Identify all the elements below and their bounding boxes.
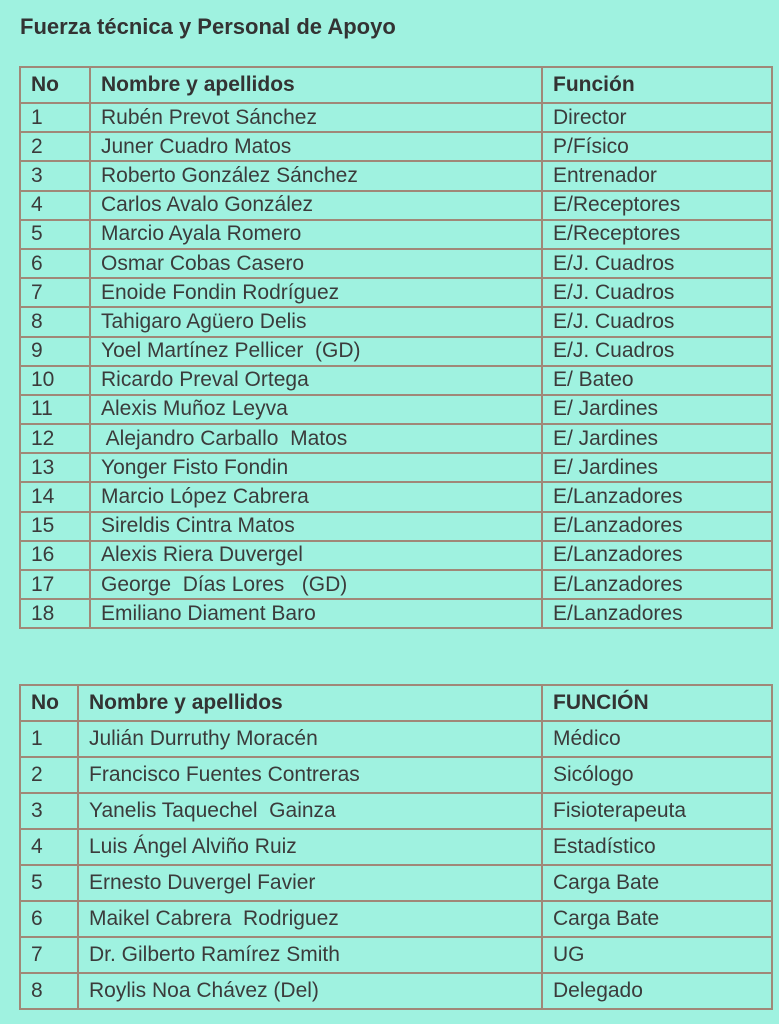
- table-row: [20, 220, 772, 249]
- cell-name: Alexis Muñoz Leyva: [90, 395, 542, 424]
- header-function: FUNCIÓN: [542, 685, 772, 721]
- cell-function: E/Lanzadores: [542, 570, 772, 599]
- cell-name: Dr. Gilberto Ramírez Smith: [78, 937, 542, 973]
- table-row: [20, 249, 772, 278]
- cell-function: E/J. Cuadros: [542, 249, 772, 278]
- cell-name: Alejandro Carballo Matos: [90, 424, 542, 453]
- cell-no: 1: [20, 721, 78, 757]
- table-header-row: [20, 67, 772, 103]
- cell-name: Enoide Fondin Rodríguez: [90, 278, 542, 307]
- cell-function: E/J. Cuadros: [542, 307, 772, 336]
- cell-no: 2: [20, 757, 78, 793]
- cell-name: Carlos Avalo González: [90, 191, 542, 220]
- table-row: [20, 395, 772, 424]
- cell-name: Tahigaro Agüero Delis: [90, 307, 542, 336]
- cell-function: E/ Bateo: [542, 366, 772, 395]
- table-header-row: [20, 685, 772, 721]
- table-row: [20, 570, 772, 599]
- cell-function: Fisioterapeuta: [542, 793, 772, 829]
- cell-function: Carga Bate: [542, 901, 772, 937]
- table-row: [20, 865, 772, 901]
- cell-no: 8: [20, 973, 78, 1009]
- table-row: [20, 103, 772, 132]
- header-no: No: [20, 67, 90, 103]
- cell-name: Yanelis Taquechel Gainza: [78, 793, 542, 829]
- cell-function: P/Físico: [542, 132, 772, 161]
- cell-function: E/ Jardines: [542, 453, 772, 482]
- cell-name: Ernesto Duvergel Favier: [78, 865, 542, 901]
- cell-function: E/Lanzadores: [542, 512, 772, 541]
- cell-name: Roylis Noa Chávez (Del): [78, 973, 542, 1009]
- cell-no: 12: [20, 424, 90, 453]
- table-row: [20, 829, 772, 865]
- cell-name: Alexis Riera Duvergel: [90, 541, 542, 570]
- cell-name: Roberto González Sánchez: [90, 161, 542, 190]
- header-no: No: [20, 685, 78, 721]
- support-staff-table: [19, 684, 773, 1010]
- cell-name: Marcio López Cabrera: [90, 482, 542, 511]
- cell-name: Julián Durruthy Moracén: [78, 721, 542, 757]
- table-row: [20, 937, 772, 973]
- cell-function: Director: [542, 103, 772, 132]
- cell-name: Maikel Cabrera Rodriguez: [78, 901, 542, 937]
- cell-no: 18: [20, 599, 90, 628]
- cell-function: E/ Jardines: [542, 395, 772, 424]
- cell-no: 13: [20, 453, 90, 482]
- table-row: [20, 191, 772, 220]
- cell-name: Yonger Fisto Fondin: [90, 453, 542, 482]
- cell-no: 5: [20, 220, 90, 249]
- table-row: [20, 541, 772, 570]
- cell-function: E/Lanzadores: [542, 541, 772, 570]
- cell-name: Rubén Prevot Sánchez: [90, 103, 542, 132]
- cell-function: E/ Jardines: [542, 424, 772, 453]
- cell-function: E/Lanzadores: [542, 599, 772, 628]
- table-row: [20, 901, 772, 937]
- cell-no: 1: [20, 103, 90, 132]
- table-row: [20, 482, 772, 511]
- cell-no: 3: [20, 793, 78, 829]
- table-row: [20, 424, 772, 453]
- cell-no: 2: [20, 132, 90, 161]
- cell-name: Sireldis Cintra Matos: [90, 512, 542, 541]
- table-row: [20, 512, 772, 541]
- table-row: [20, 366, 772, 395]
- cell-function: UG: [542, 937, 772, 973]
- table-row: [20, 278, 772, 307]
- table-row: [20, 337, 772, 366]
- cell-name: Yoel Martínez Pellicer (GD): [90, 337, 542, 366]
- page-title: Fuerza técnica y Personal de Apoyo: [20, 14, 396, 39]
- header-name: Nombre y apellidos: [78, 685, 542, 721]
- cell-function: E/Lanzadores: [542, 482, 772, 511]
- table-row: [20, 599, 772, 628]
- cell-function: Médico: [542, 721, 772, 757]
- cell-no: 9: [20, 337, 90, 366]
- cell-no: 16: [20, 541, 90, 570]
- cell-function: E/J. Cuadros: [542, 337, 772, 366]
- cell-no: 10: [20, 366, 90, 395]
- cell-no: 5: [20, 865, 78, 901]
- table-row: [20, 307, 772, 336]
- cell-function: E/Receptores: [542, 191, 772, 220]
- table-row: [20, 793, 772, 829]
- cell-no: 17: [20, 570, 90, 599]
- cell-function: E/J. Cuadros: [542, 278, 772, 307]
- cell-no: 3: [20, 161, 90, 190]
- cell-no: 11: [20, 395, 90, 424]
- header-name: Nombre y apellidos: [90, 67, 542, 103]
- cell-name: Luis Ángel Alviño Ruiz: [78, 829, 542, 865]
- table-row: [20, 721, 772, 757]
- cell-name: Emiliano Diament Baro: [90, 599, 542, 628]
- table-row: [20, 757, 772, 793]
- cell-name: Marcio Ayala Romero: [90, 220, 542, 249]
- cell-name: Francisco Fuentes Contreras: [78, 757, 542, 793]
- cell-no: 6: [20, 901, 78, 937]
- cell-no: 7: [20, 278, 90, 307]
- cell-no: 4: [20, 191, 90, 220]
- table-row: [20, 973, 772, 1009]
- cell-name: Osmar Cobas Casero: [90, 249, 542, 278]
- cell-function: Delegado: [542, 973, 772, 1009]
- cell-no: 6: [20, 249, 90, 278]
- cell-function: Sicólogo: [542, 757, 772, 793]
- cell-name: Juner Cuadro Matos: [90, 132, 542, 161]
- technical-staff-table: [19, 66, 773, 629]
- cell-function: Estadístico: [542, 829, 772, 865]
- table-row: [20, 161, 772, 190]
- cell-function: Entrenador: [542, 161, 772, 190]
- cell-no: 4: [20, 829, 78, 865]
- cell-function: Carga Bate: [542, 865, 772, 901]
- header-function: Función: [542, 67, 772, 103]
- cell-no: 7: [20, 937, 78, 973]
- table-row: [20, 132, 772, 161]
- cell-function: E/Receptores: [542, 220, 772, 249]
- table-row: [20, 453, 772, 482]
- cell-no: 8: [20, 307, 90, 336]
- cell-name: George Días Lores (GD): [90, 570, 542, 599]
- cell-no: 14: [20, 482, 90, 511]
- cell-no: 15: [20, 512, 90, 541]
- cell-name: Ricardo Preval Ortega: [90, 366, 542, 395]
